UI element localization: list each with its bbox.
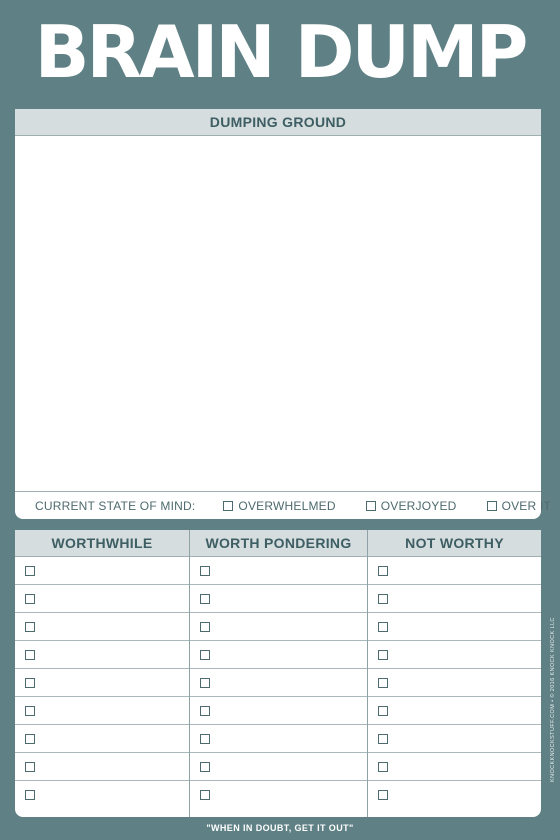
state-option-overjoyed[interactable] <box>366 499 457 513</box>
checkbox-icon[interactable] <box>200 566 210 576</box>
column-header: WORTHWHILE <box>15 530 189 557</box>
checkbox-icon[interactable] <box>200 622 210 632</box>
checkbox-icon[interactable] <box>200 594 210 604</box>
checklist-row[interactable] <box>368 753 541 781</box>
checklist-row[interactable] <box>368 557 541 585</box>
checkbox-icon[interactable] <box>25 762 35 772</box>
checkbox-icon[interactable] <box>366 501 376 511</box>
checkbox-icon[interactable] <box>200 790 210 800</box>
state-option-label: OVERWHELMED <box>238 498 336 513</box>
checklist-row[interactable] <box>368 585 541 613</box>
checkbox-icon[interactable] <box>200 650 210 660</box>
state-option-over-it[interactable] <box>487 499 551 513</box>
state-of-mind-label: CURRENT STATE OF MIND: <box>35 498 196 513</box>
checkbox-icon[interactable] <box>25 622 35 632</box>
checkbox-icon[interactable] <box>25 678 35 688</box>
column-not-worthy <box>367 530 541 817</box>
checkbox-icon[interactable] <box>25 566 35 576</box>
column-header: NOT WORTHY <box>368 530 541 557</box>
state-option-label: OVERJOYED <box>380 498 457 513</box>
checkbox-icon[interactable] <box>25 706 35 716</box>
checkbox-icon[interactable] <box>378 650 388 660</box>
checklist-row[interactable] <box>368 781 541 809</box>
column-rows <box>190 557 367 809</box>
checkbox-icon[interactable] <box>200 678 210 688</box>
checkbox-icon[interactable] <box>378 594 388 604</box>
column-worth-pondering <box>189 530 367 817</box>
column-rows <box>15 557 189 809</box>
checklist-row[interactable] <box>190 781 367 809</box>
checklist-row[interactable] <box>15 753 189 781</box>
checklist-row[interactable] <box>368 725 541 753</box>
checklist-row[interactable] <box>15 557 189 585</box>
checklist-row[interactable] <box>15 725 189 753</box>
checklist-row[interactable] <box>368 697 541 725</box>
checkbox-icon[interactable] <box>200 706 210 716</box>
checklist-row[interactable] <box>15 781 189 809</box>
checkbox-icon[interactable] <box>25 734 35 744</box>
checklist-row[interactable] <box>368 613 541 641</box>
checkbox-icon[interactable] <box>200 762 210 772</box>
checklist-row[interactable] <box>190 585 367 613</box>
checkbox-icon[interactable] <box>25 790 35 800</box>
state-of-mind-row <box>15 491 551 519</box>
checkbox-icon[interactable] <box>378 622 388 632</box>
dumping-ground-writing-area[interactable] <box>15 136 541 491</box>
checklist-row[interactable] <box>15 585 189 613</box>
checkbox-icon[interactable] <box>378 678 388 688</box>
checkbox-icon[interactable] <box>25 594 35 604</box>
checkbox-icon[interactable] <box>25 650 35 660</box>
copyright-side-text: KNOCKKNOCKSTUFF.COM • © 2016 KNOCK KNOCK LLC <box>550 617 556 782</box>
footer-motto: "WHEN IN DOUBT, GET IT OUT" <box>206 823 354 833</box>
checklist-row[interactable] <box>190 753 367 781</box>
column-rows <box>368 557 541 809</box>
column-header: WORTH PONDERING <box>190 530 367 557</box>
checklist-row[interactable] <box>190 669 367 697</box>
checklist-row[interactable] <box>15 613 189 641</box>
checklist-row[interactable] <box>190 641 367 669</box>
checklist-row[interactable] <box>15 669 189 697</box>
page-title: BRAIN DUMP <box>34 10 526 94</box>
checklist-row[interactable] <box>190 725 367 753</box>
checklist-row[interactable] <box>190 557 367 585</box>
checklist-row[interactable] <box>15 697 189 725</box>
checklist-row[interactable] <box>15 641 189 669</box>
dumping-ground-panel <box>15 109 551 519</box>
checkbox-icon[interactable] <box>378 790 388 800</box>
sorting-table <box>15 530 541 817</box>
checkbox-icon[interactable] <box>378 706 388 716</box>
state-option-label: OVER IT <box>501 498 551 513</box>
checkbox-icon[interactable] <box>378 762 388 772</box>
column-worthwhile <box>15 530 189 817</box>
checkbox-icon[interactable] <box>223 501 233 511</box>
state-option-overwhelmed[interactable] <box>223 499 335 513</box>
checklist-row[interactable] <box>368 669 541 697</box>
checkbox-icon[interactable] <box>487 501 497 511</box>
checkbox-icon[interactable] <box>378 734 388 744</box>
checklist-row[interactable] <box>368 641 541 669</box>
checklist-row[interactable] <box>190 697 367 725</box>
checklist-row[interactable] <box>190 613 367 641</box>
checkbox-icon[interactable] <box>378 566 388 576</box>
dumping-ground-header: DUMPING GROUND <box>15 109 541 136</box>
checkbox-icon[interactable] <box>200 734 210 744</box>
